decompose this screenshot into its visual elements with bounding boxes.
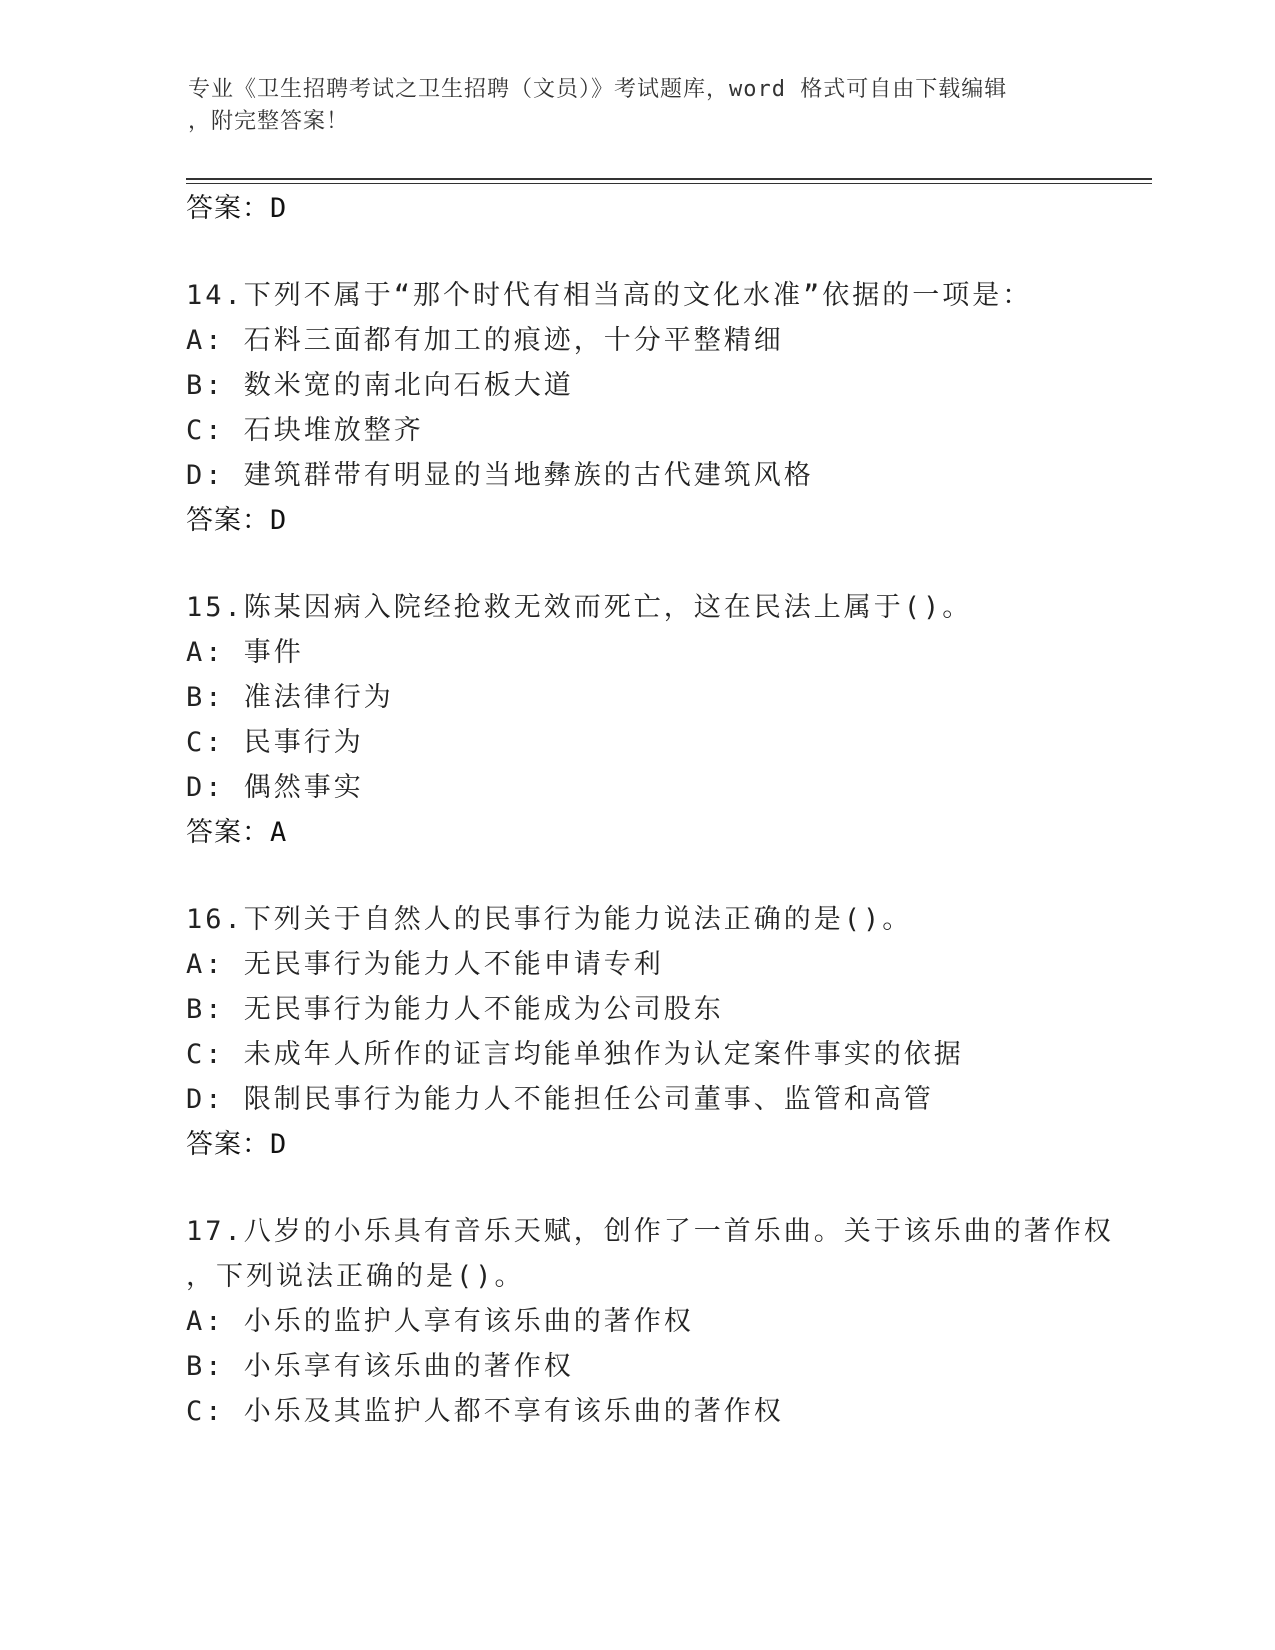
header-rule-thin [186, 183, 1152, 184]
question-option: A: 事件 [186, 637, 304, 668]
question-option: C: 民事行为 [186, 727, 364, 758]
question-block [186, 585, 1146, 855]
question-option: A: 无民事行为能力人不能申请专利 [186, 949, 664, 980]
question-option: C: 石块堆放整齐 [186, 415, 424, 446]
page-header [188, 74, 1088, 138]
question-answer: 答案：D [186, 1129, 288, 1160]
header-rule-thick [186, 178, 1152, 180]
question-block [186, 273, 1146, 543]
question-block [186, 1209, 1146, 1434]
question-stem: 15.陈某因病入院经抢救无效而死亡，这在民法上属于()。 [186, 592, 973, 623]
question-option: A: 石料三面都有加工的痕迹，十分平整精细 [186, 325, 784, 356]
question-option: D: 偶然事实 [186, 772, 364, 803]
question-list [186, 186, 1146, 1434]
question-stem: 16.下列关于自然人的民事行为能力说法正确的是()。 [186, 904, 913, 935]
question-option: B: 数米宽的南北向石板大道 [186, 370, 574, 401]
previous-answer: 答案：D [186, 193, 288, 224]
header-line-1: 专业《卫生招聘考试之卫生招聘（文员）》考试题库，word 格式可自由下载编辑 [188, 77, 1008, 102]
header-line-2: ，附完整答案！ [188, 109, 350, 134]
question-option: A: 小乐的监护人享有该乐曲的著作权 [186, 1306, 694, 1337]
question-stem: ，下列说法正确的是()。 [186, 1261, 525, 1292]
question-option: B: 小乐享有该乐曲的著作权 [186, 1351, 574, 1382]
question-option: B: 无民事行为能力人不能成为公司股东 [186, 994, 724, 1025]
question-block [186, 897, 1146, 1167]
question-stem: 17.八岁的小乐具有音乐天赋，创作了一首乐曲。关于该乐曲的著作权 [186, 1216, 1114, 1247]
question-answer: 答案：D [186, 505, 288, 536]
question-option: C: 小乐及其监护人都不享有该乐曲的著作权 [186, 1396, 784, 1427]
question-option: C: 未成年人所作的证言均能单独作为认定案件事实的依据 [186, 1039, 964, 1070]
question-option: D: 建筑群带有明显的当地彝族的古代建筑风格 [186, 460, 814, 491]
question-stem: 14.下列不属于“那个时代有相当高的文化水准”依据的一项是： [186, 280, 1033, 311]
question-answer: 答案：A [186, 817, 288, 848]
question-option: D: 限制民事行为能力人不能担任公司董事、监管和高管 [186, 1084, 934, 1115]
question-option: B: 准法律行为 [186, 682, 394, 713]
